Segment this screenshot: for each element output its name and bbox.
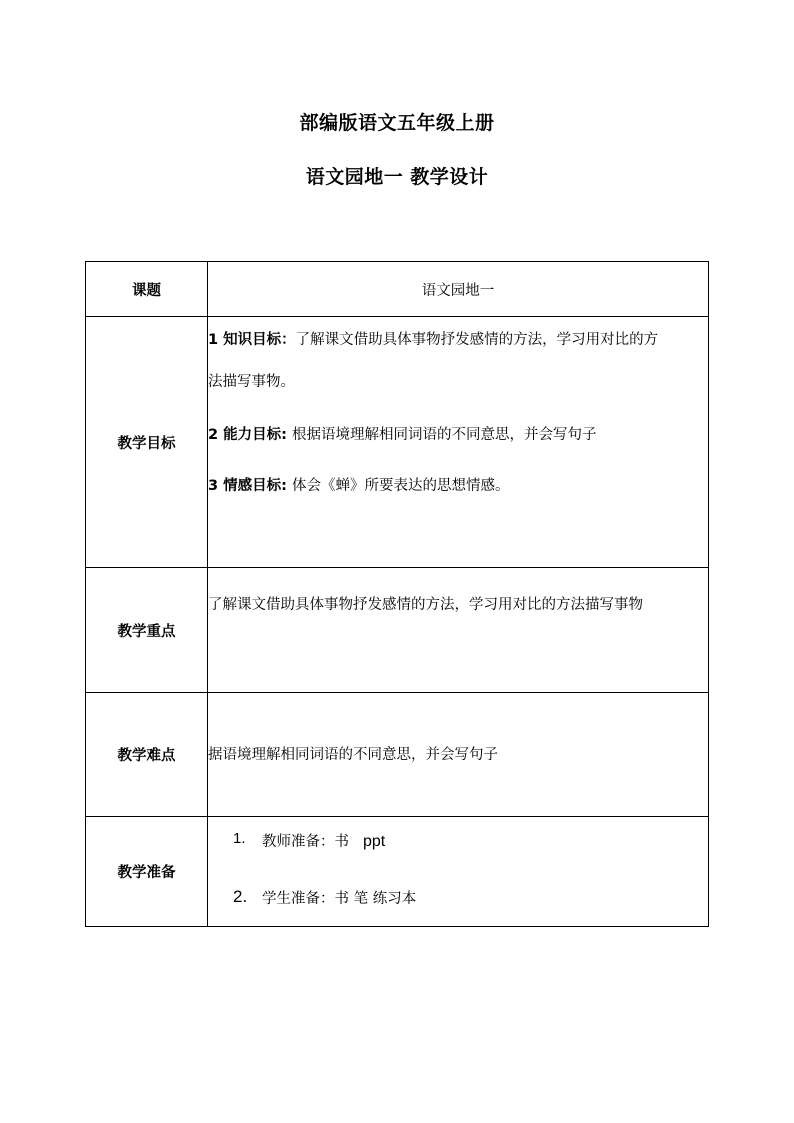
list-text: 学生准备：书 笔 练习本	[262, 891, 417, 907]
preparation-label: 教学准备	[86, 817, 208, 927]
objective-title: 2 能力目标:	[208, 427, 292, 443]
objective-title: 3 情感目标:	[208, 478, 292, 494]
objective-item-1	[208, 330, 708, 350]
list-number: 1.	[233, 830, 246, 847]
difficulties-label: 教学难点	[86, 693, 208, 817]
preparation-content	[208, 817, 709, 927]
list-text-wrap	[262, 830, 385, 851]
topic-value: 语文园地一	[208, 262, 709, 317]
difficulties-content	[208, 693, 709, 817]
list-item	[208, 830, 708, 850]
document-title: 部编版语文五年级上册	[299, 112, 495, 134]
objective-item-2	[208, 425, 708, 445]
lesson-plan-table	[85, 261, 709, 927]
table-row-difficulties	[86, 693, 709, 817]
objective-item-1-cont: 法描写事物。	[208, 374, 295, 390]
objective-text: 了解课文借助具体事物抒发感情的方法，学习用对比的方	[295, 332, 659, 348]
list-text: 教师准备：书	[262, 834, 349, 850]
objective-item-3	[208, 476, 708, 496]
table-row-objectives	[86, 317, 709, 568]
list-item	[208, 887, 708, 907]
objectives-label: 教学目标	[86, 317, 208, 568]
list-number: 2.	[233, 887, 248, 906]
key-points-label: 教学重点	[86, 568, 208, 693]
objective-text: 根据语境理解相同词语的不同意思，并会写句子	[291, 427, 597, 443]
table-row-key-points	[86, 568, 709, 693]
objective-text: 体会《蝉》所要表达的思想情感。	[291, 478, 510, 494]
topic-label: 课题	[86, 262, 208, 317]
list-extra: ppt	[363, 833, 386, 850]
table-row-topic	[86, 262, 709, 317]
objective-title: 1 知识目标：	[208, 332, 296, 348]
document-subtitle: 语文园地一 教学设计	[305, 166, 489, 188]
objectives-content	[208, 317, 709, 568]
difficulties-text: 据语境理解相同词语的不同意思，并会写句子	[208, 746, 498, 763]
key-points-content	[208, 568, 709, 693]
key-points-text: 了解课文借助具体事物抒发感情的方法，学习用对比的方法描写事物	[208, 597, 643, 613]
table-row-preparation	[86, 817, 709, 927]
